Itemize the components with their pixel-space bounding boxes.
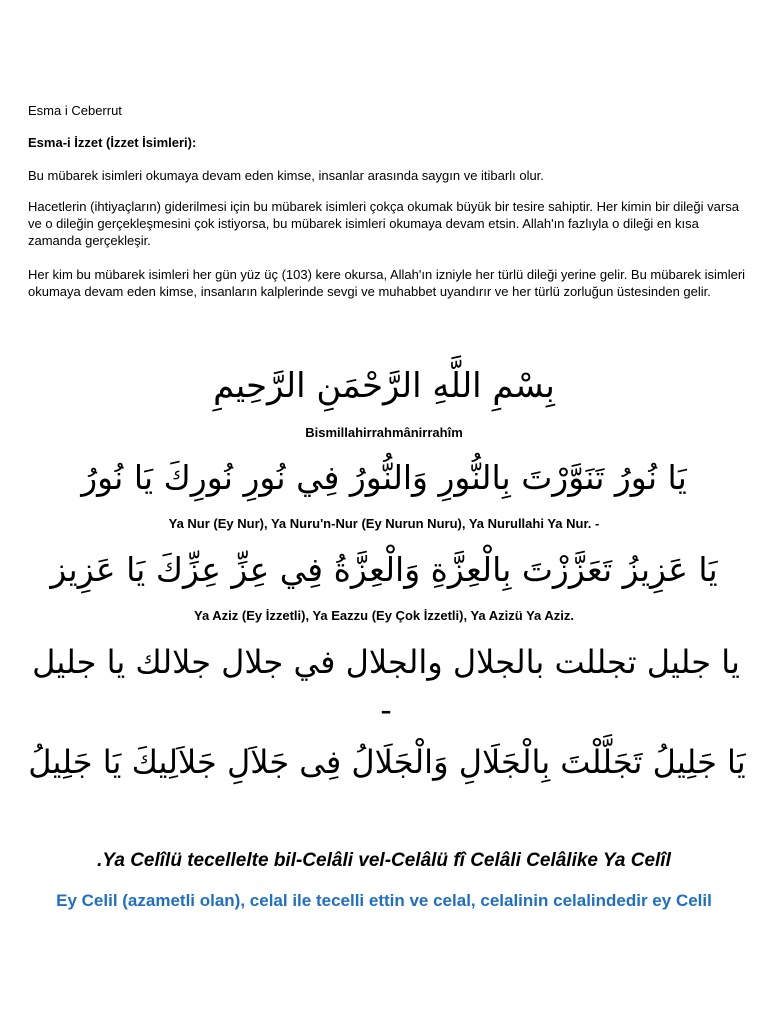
jalil-meaning: Ey Celil (azametli olan), celal ile tecelli ettin ve celal, celalinin celalindedir ey Celil xyxy=(56,891,712,910)
document-subheading: Esma-i İzzet (İzzet İsimleri): xyxy=(28,135,197,150)
aziz-arabic: يَا عَزِيزُ تَعَزَّزْتَ بِالْعِزَّةِ وَالْعِزَّةُ فِي عِزِّ عِزِّكَ يَا عَزِيز xyxy=(50,550,718,589)
jalil-arabic-voweled: يَا جَلِيلُ تَجَلَّلْتَ بِالْجَلَالِ وَالْجَلَالُ فِى جَلاَلِ جَلاَلِيكَ يَا جَلِيلُ xyxy=(28,743,746,781)
jalil-arabic-plain: يا جليل تجللت بالجلال والجلال في جلال جلالك يا جليل - xyxy=(32,643,740,729)
jalil-transliteration: .Ya Celîlü tecellelte bil-Celâli vel-Celâlü fî Celâli Celâlike Ya Celîl xyxy=(97,850,671,871)
aziz-transliteration: Ya Aziz (Ey İzzetli), Ya Eazzu (Ey Çok İzzetli), Ya Azizü Ya Aziz. xyxy=(193,608,574,623)
paragraph-3: Her kim bu mübarek isimleri her gün yüz üç (103) kere okursa, Allah'ın izniyle her türlü dileği yerine gelir. Bu mübarek isimleri okumaya devam eden kimse, insanların kalplerinde sevgi ve muhabbet uyandırır ve her türlü zorluğun üstesinden gelir. xyxy=(28,267,746,299)
paragraph-1: Bu mübarek isimleri okumaya devam eden kimse, insanlar arasında saygın ve itibarlı olur. xyxy=(28,168,544,183)
basmala-arabic: بِسْمِ اللَّهِ الرَّحْمَنِ الرَّحِيمِ xyxy=(213,366,555,406)
nur-transliteration: Ya Nur (Ey Nur), Ya Nuru'n-Nur (Ey Nurun Nuru), Ya Nurullahi Ya Nur. - xyxy=(168,516,600,531)
paragraph-2: Hacetlerin (ihtiyaçların) giderilmesi için bu mübarek isimleri çokça okumak büyük bir tesire sahiptir. Her kimin bir dileği varsa ve o dileğin gerçekleşmesini çok istiyorsa, bu mübarek isimleri okumaya devam etsin. Allah'ın fazlıyla o dileği en kısa zamanda gerçekleşir. xyxy=(28,199,739,248)
basmala-transliteration: Bismillahirrahmânirrahîm xyxy=(305,425,463,440)
document-heading: Esma i Ceberrut xyxy=(28,103,122,118)
nur-arabic: يَا نُورُ تَنَوَّرْتَ بِالنُّورِ وَالنُّورُ فِي نُورِ نُورِكَ يَا نُورُ xyxy=(81,458,687,497)
